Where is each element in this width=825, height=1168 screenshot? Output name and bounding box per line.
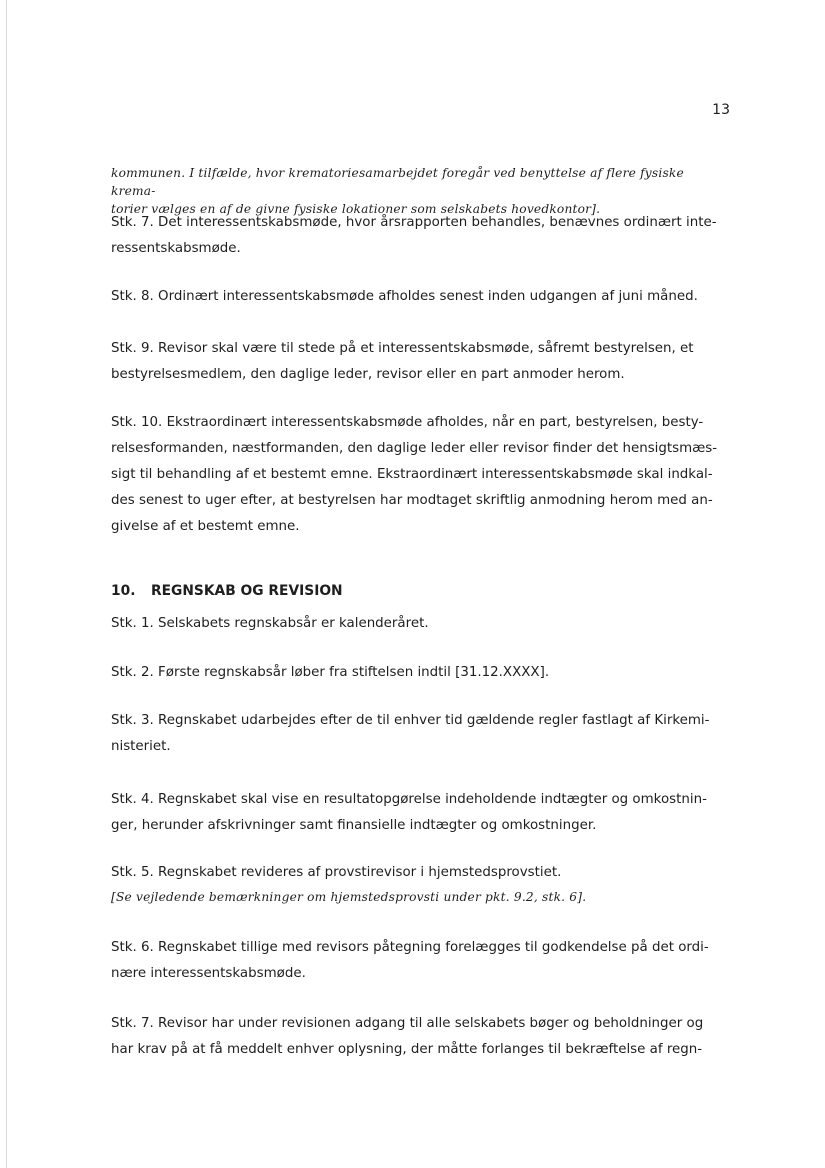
paragraph-regnskab-stk-4 — [111, 787, 731, 839]
paragraph-stk-10 — [111, 410, 731, 540]
paragraph-regnskab-stk-2 — [111, 660, 731, 686]
text-line: givelse af et bestemt emne. — [111, 519, 300, 534]
paragraph-regnskab-stk-7 — [111, 1011, 731, 1063]
text-line: nisteriet. — [111, 739, 171, 754]
text-line: sigt til behandling af et bestemt emne. Ekstraordinært interessentskabsmøde skal indkal- — [111, 467, 713, 482]
text-line: ressentskabsmøde. — [111, 241, 241, 256]
text-line: Stk. 7. Revisor har under revisionen adgang til alle selskabets bøger og beholdninger og — [111, 1016, 704, 1031]
paragraph-regnskab-stk-1 — [111, 611, 731, 637]
paragraph-regnskab-stk-5 — [111, 860, 731, 906]
text-line: Stk. 10. Ekstraordinært interessentskabsmøde afholdes, når en part, bestyrelsen, besty- — [111, 415, 704, 430]
text-line: Stk. 8. Ordinært interessentskabsmøde afholdes senest inden udgangen af juni måned. — [111, 289, 698, 304]
paragraph-regnskab-stk-6 — [111, 935, 731, 987]
paragraph-stk-7 — [111, 210, 731, 262]
scan-edge-line — [6, 0, 7, 1168]
text-line: Stk. 6. Regnskabet tillige med revisors påtegning forelægges til godkendelse på det ordi- — [111, 940, 709, 955]
text-line: Stk. 1. Selskabets regnskabsår er kalenderåret. — [111, 616, 429, 631]
text-line: Stk. 7. Det interessentskabsmøde, hvor årsrapporten behandles, benævnes ordinært inte- — [111, 215, 717, 230]
text-line: har krav på at få meddelt enhver oplysning, der måtte forlanges til bekræftelse af regn- — [111, 1042, 703, 1057]
text-line: Stk. 5. Regnskabet revideres af provstirevisor i hjemstedsprovstiet. — [111, 865, 562, 880]
paragraph-stk-8 — [111, 284, 731, 310]
text-line: ger, herunder afskrivninger samt finansielle indtægter og omkostninger. — [111, 818, 597, 833]
text-line: relsesformanden, næstformanden, den daglige leder eller revisor finder det hensigtsmæs- — [111, 441, 718, 456]
text-line: nære interessentskabsmøde. — [111, 966, 306, 981]
text-line: des senest to uger efter, at bestyrelsen har modtaget skriftlig anmodning herom med an- — [111, 493, 713, 508]
paragraph-stk-9 — [111, 336, 731, 388]
guidance-note: [Se vejledende bemærkninger om hjemstedsprovsti under pkt. 9.2, stk. 6]. — [111, 890, 587, 904]
text-line: torier vælges en af de givne fysiske lokationer som selskabets hovedkontor]. — [111, 202, 601, 216]
text-line: Stk. 3. Regnskabet udarbejdes efter de til enhver tid gældende regler fastlagt af Kirkemi- — [111, 713, 710, 728]
text-line: Stk. 4. Regnskabet skal vise en resultatopgørelse indeholdende indtægter og omkostnin- — [111, 792, 707, 807]
text-line: bestyrelsesmedlem, den daglige leder, revisor eller en part anmoder herom. — [111, 367, 625, 382]
section-number: 10. — [111, 583, 136, 599]
section-title: REGNSKAB OG REVISION — [151, 583, 343, 599]
text-line: Stk. 2. Første regnskabsår løber fra stiftelsen indtil [31.12.XXXX]. — [111, 665, 550, 680]
text-line: Stk. 9. Revisor skal være til stede på et interessentskabsmøde, såfremt bestyrelsen, et — [111, 341, 694, 356]
section-heading — [111, 580, 343, 602]
text-line: kommunen. I tilfælde, hvor krematoriesamarbejdet foregår ved benyttelse af flere fysiske krema- — [111, 166, 684, 198]
page-number: 13 — [712, 102, 730, 118]
paragraph-regnskab-stk-3 — [111, 708, 731, 760]
